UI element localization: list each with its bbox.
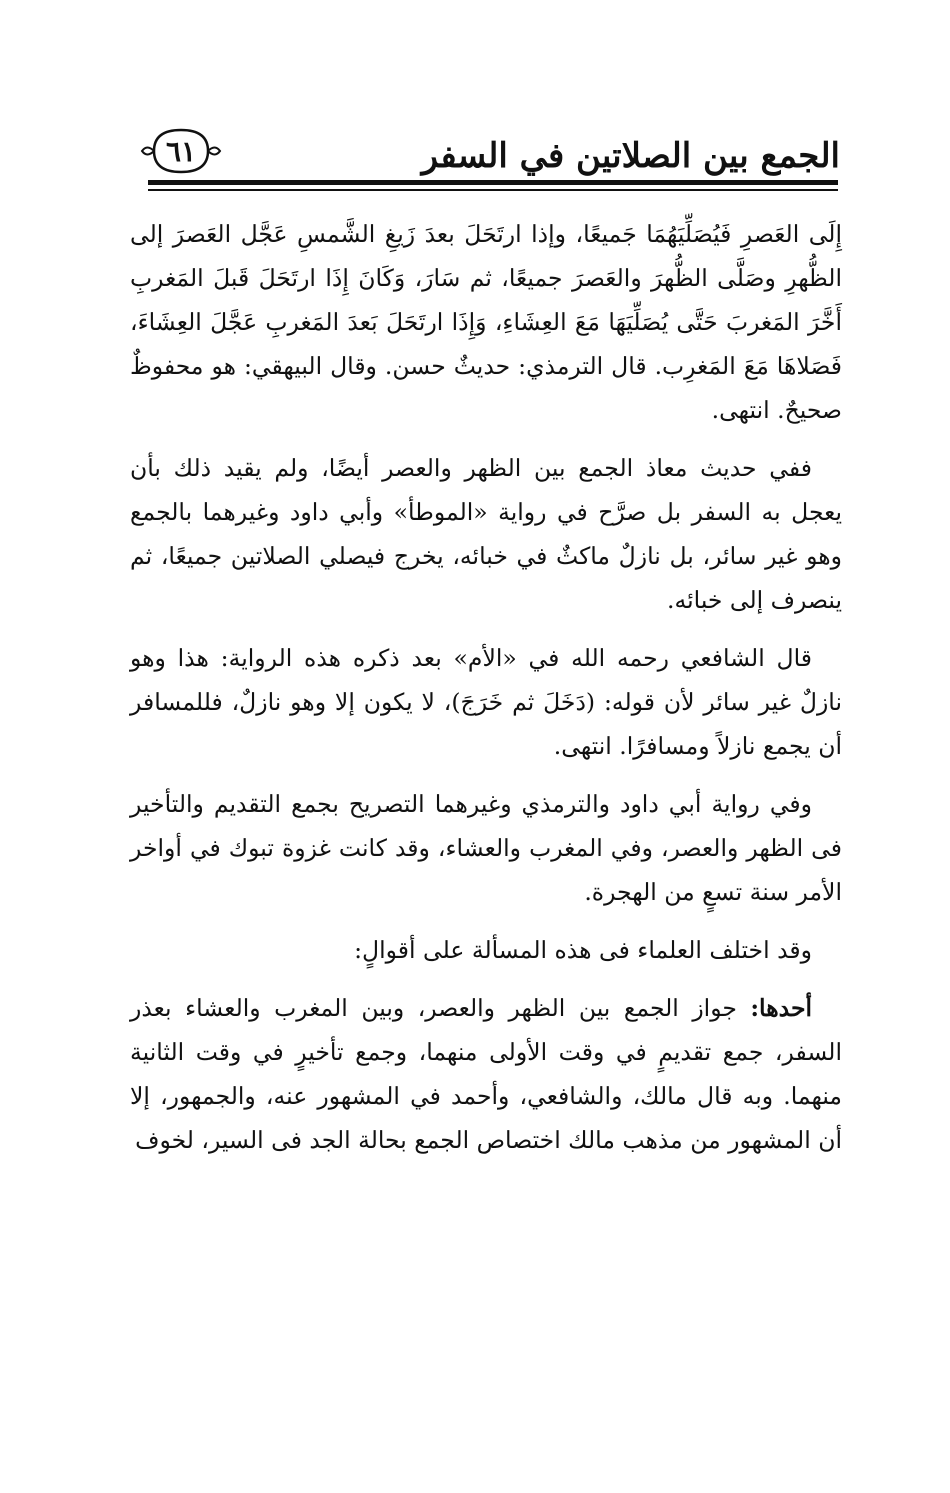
page-number: ٦١ [165, 134, 197, 168]
paragraph: وقد اختلف العلماء فى هذه المسألة على أقوالٍ: [354, 936, 812, 964]
paragraph-text: جواز الجمع بين الظهر والعصر، وبين المغرب والعشاء بعذر السفر، جمع تقديمٍ في وقت الأولى منهما، وجمع تأخيرٍ في وقت الثانية منهما. وبه قال مالك، والشافعي، وأحمد في المشهور عنه، والجمهور، إلا أن المشهور من مذهب مالك اختصاص الجمع بحالة الجد فى السير، لخوف [130, 994, 842, 1154]
header-rule-thick [148, 180, 838, 185]
body-text [130, 212, 842, 1176]
paragraph: ففي حديث معاذ الجمع بين الظهر والعصر أيضًا، ولم يقيد ذلك بأن يعجل به السفر بل صرَّح في رواية «الموطأ» وأبي داود وغيرهما بالجمع وهو غير سائر، بل نازلٌ ماكثٌ في خبائه، يخرج فيصلي الصلاتين جميعًا، ثم ينصرف إلى خبائه. [130, 454, 842, 614]
enumeration-term: أحدها: [750, 994, 812, 1022]
paragraph [130, 986, 842, 1162]
header-rule-thin [148, 189, 838, 191]
paragraph: وفي رواية أبي داود والترمذي وغيرهما التصريح بجمع التقديم والتأخير فى الظهر والعصر، وفي المغرب والعشاء، وقد كانت غزوة تبوك في أواخر الأمر سنة تسعٍ من الهجرة. [130, 790, 842, 906]
paragraph: قال الشافعي رحمه الله في «الأم» بعد ذكره هذه الرواية: هذا وهو نازلٌ غير سائر لأن قوله: (دَخَلَ ثم خَرَجَ)، لا يكون إلا وهو نازلٌ، فللمسافر أن يجمع نازلاً ومسافرًا. انتهى. [130, 644, 842, 760]
running-title: الجمع بين الصلاتين في السفر [421, 136, 840, 176]
paragraph: إِلَى العَصرِ فَيُصَلِّيَهُمَا جَميعًا، وإذا ارتَحَلَ بعدَ زَيغِ الشَّمسِ عَجَّل العَصرَ إلى الظُّهرِ وصَلَّى الظُّهرَ والعَصرَ جميعًا، ثم سَارَ، وَكَانَ إِذَا ارتَحَلَ قَبلَ المَغربِ أَخَّرَ المَغربَ حَتَّى يُصَلِّيَهَا مَعَ العِشَاءِ، وَإِذَا ارتَحَلَ بَعدَ المَغربِ عَجَّلَ العِشَاءَ، فَصَلاهَا مَعَ المَغرِب. قال الترمذي: حديثٌ حسن. وقال البيهقي: هو محفوظٌ صحيحٌ. انتهى. [130, 220, 842, 424]
page-number-badge [140, 124, 222, 178]
